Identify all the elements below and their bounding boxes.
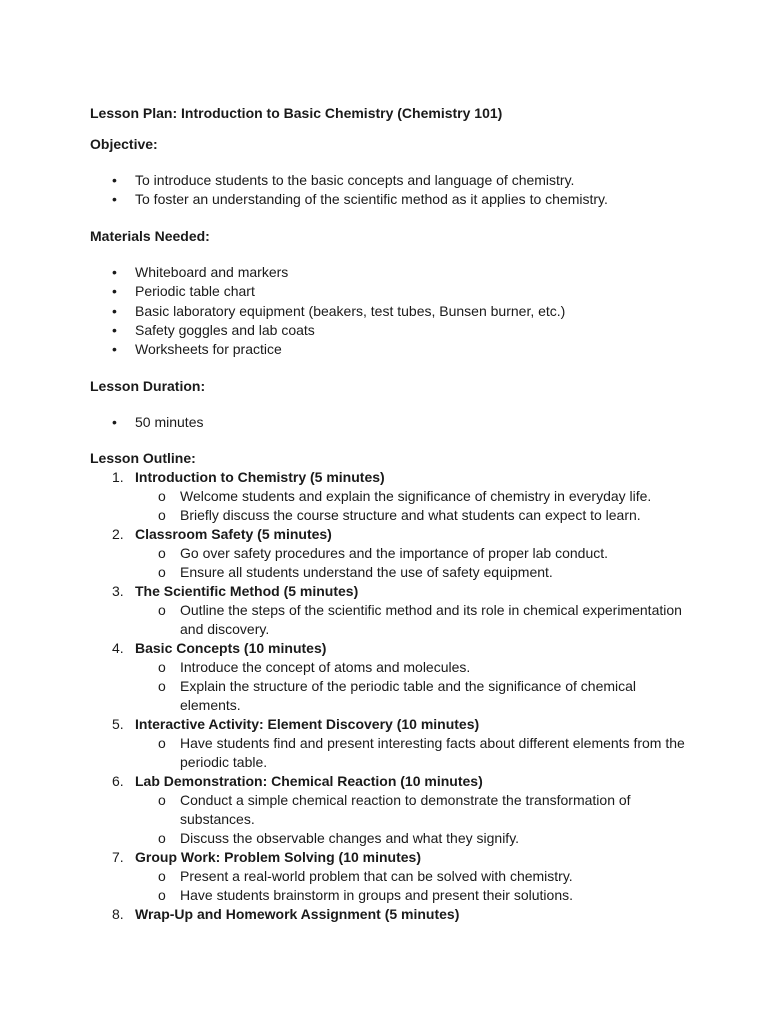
circle-bullet-icon: o — [158, 507, 166, 524]
sub-list — [135, 601, 690, 639]
circle-bullet-icon: o — [158, 735, 166, 752]
circle-bullet-icon: o — [158, 659, 166, 676]
sub-item: o Discuss the observable changes and what they signify. — [158, 830, 520, 847]
outline-item — [90, 772, 690, 848]
item-number: 1. — [112, 469, 124, 486]
outline-item — [90, 639, 690, 715]
item-title: Wrap-Up and Homework Assignment (5 minutes) — [135, 906, 460, 923]
list-item: • To foster an understanding of the scientific method as it applies to chemistry. — [90, 190, 690, 209]
sub-item: o Ensure all students understand the use of safety equipment. — [158, 564, 553, 581]
outline-item — [90, 848, 690, 905]
materials-list — [90, 263, 690, 360]
sub-item: o Welcome students and explain the significance of chemistry in everyday life. — [158, 488, 652, 505]
sub-item: o Introduce the concept of atoms and molecules. — [158, 659, 471, 676]
list-item: • Whiteboard and markers — [90, 263, 690, 282]
sub-list — [135, 791, 690, 848]
sub-list — [135, 658, 690, 715]
sub-item: o Conduct a simple chemical reaction to demonstrate the transformation of substances. — [158, 792, 631, 828]
sub-list — [135, 734, 690, 772]
item-title: Interactive Activity: Element Discovery (10 minutes) — [135, 716, 480, 733]
sub-item: o Go over safety procedures and the importance of proper lab conduct. — [158, 545, 609, 562]
list-item: • Safety goggles and lab coats — [90, 321, 690, 340]
sub-list — [135, 544, 690, 582]
item-number: 2. — [112, 526, 124, 543]
item-title: Basic Concepts (10 minutes) — [135, 640, 327, 657]
list-item: • Basic laboratory equipment (beakers, test tubes, Bunsen burner, etc.) — [90, 302, 690, 321]
bullet-icon: • — [112, 322, 117, 339]
item-title: Introduction to Chemistry (5 minutes) — [135, 469, 385, 486]
sub-list — [135, 487, 690, 525]
item-number: 6. — [112, 773, 124, 790]
circle-bullet-icon: o — [158, 792, 166, 809]
outline-item — [90, 582, 690, 639]
circle-bullet-icon: o — [158, 602, 166, 619]
materials-heading: Materials Needed: — [90, 227, 210, 244]
bullet-icon: • — [112, 191, 117, 208]
sub-item: o Have students find and present interesting facts about different elements from the periodic table. — [158, 735, 685, 771]
item-title: Lab Demonstration: Chemical Reaction (10 minutes) — [135, 773, 483, 790]
list-item: • 50 minutes — [90, 413, 690, 432]
document-title: Lesson Plan: Introduction to Basic Chemistry (Chemistry 101) — [90, 105, 503, 121]
item-number: 3. — [112, 583, 124, 600]
item-title: The Scientific Method (5 minutes) — [135, 583, 359, 600]
item-title: Group Work: Problem Solving (10 minutes) — [135, 849, 421, 866]
duration-heading: Lesson Duration: — [90, 377, 206, 394]
circle-bullet-icon: o — [158, 564, 166, 581]
objective-heading: Objective: — [90, 136, 158, 152]
sub-item: o Have students brainstorm in groups and present their solutions. — [158, 887, 573, 904]
circle-bullet-icon: o — [158, 678, 166, 695]
item-number: 4. — [112, 640, 124, 657]
outline-item — [90, 715, 690, 772]
circle-bullet-icon: o — [158, 887, 166, 904]
outline-item — [90, 525, 690, 582]
circle-bullet-icon: o — [158, 830, 166, 847]
outline-item — [90, 468, 690, 525]
sub-item: o Explain the structure of the periodic table and the significance of chemical elements. — [158, 678, 637, 714]
circle-bullet-icon: o — [158, 868, 166, 885]
sub-item: o Briefly discuss the course structure and what students can expect to learn. — [158, 507, 641, 524]
circle-bullet-icon: o — [158, 488, 166, 505]
circle-bullet-icon: o — [158, 545, 166, 562]
bullet-icon: • — [112, 172, 117, 188]
sub-list — [135, 867, 690, 905]
item-number: 7. — [112, 849, 124, 866]
document-page — [90, 104, 690, 924]
outline-heading: Lesson Outline: — [90, 450, 196, 467]
item-number: 5. — [112, 716, 124, 733]
item-title: Classroom Safety (5 minutes) — [135, 526, 332, 543]
item-number: 8. — [112, 906, 124, 923]
bullet-icon: • — [112, 302, 117, 319]
bullet-icon: • — [112, 341, 117, 358]
list-item: • To introduce students to the basic concepts and language of chemistry. — [90, 171, 690, 190]
bullet-icon: • — [112, 263, 117, 280]
duration-list — [90, 413, 690, 432]
bullet-icon: • — [112, 283, 117, 300]
sub-item: o Outline the steps of the scientific method and its role in chemical experimentation and discovery. — [158, 602, 682, 638]
outline-list — [90, 468, 690, 924]
objective-list — [90, 171, 690, 210]
list-item: • Worksheets for practice — [90, 340, 690, 359]
bullet-icon: • — [112, 413, 117, 430]
list-item: • Periodic table chart — [90, 282, 690, 301]
outline-item — [90, 905, 690, 924]
sub-item: o Present a real-world problem that can be solved with chemistry. — [158, 868, 573, 885]
